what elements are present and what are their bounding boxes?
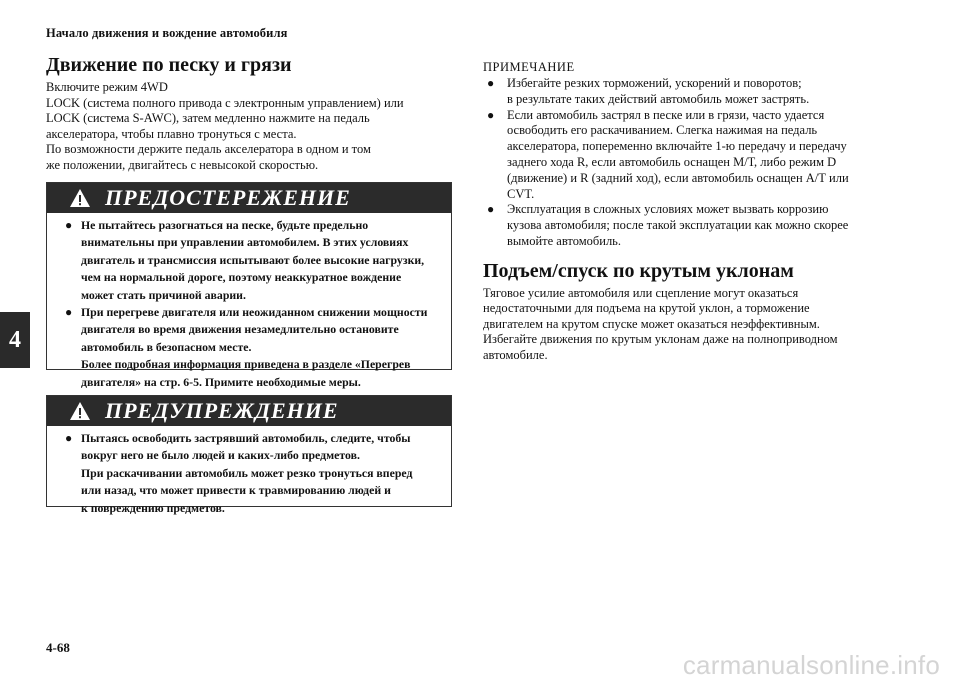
slope-paragraph xyxy=(483,286,895,364)
note-item-text xyxy=(507,202,895,249)
text-line: недостаточными для подъема на крутой уклон, а торможение xyxy=(483,301,810,316)
text-line: акселератора, попеременно включайте 1-ю передачу и передачу xyxy=(507,139,847,154)
text-line: двигателем на крутом спуске может оказаться неэффективным. xyxy=(483,316,820,331)
text-line: двигателя во время движения незамедлительно остановите xyxy=(81,322,399,337)
warning-triangle-icon xyxy=(69,188,91,208)
text-line: автомобиле. xyxy=(483,347,548,362)
text-line: автомобиль в безопасном месте. xyxy=(81,339,252,354)
sand-paragraph xyxy=(46,80,456,173)
warning-item xyxy=(65,304,443,391)
text-line: LOCK (система S-AWC), затем медленно нажмите на педаль xyxy=(46,111,370,125)
warning-item-text xyxy=(81,304,443,391)
text-line: чем на нормальной дороге, поэтому неаккуратное вождение xyxy=(81,270,402,285)
text-line: акселератора, чтобы плавно тронуться с места. xyxy=(46,126,297,141)
warning-item xyxy=(65,217,443,304)
text-line: вымойте автомобиль. xyxy=(507,233,622,248)
caution-item-text xyxy=(81,430,443,517)
text-line: По возможности держите педаль акселератора в одном и том xyxy=(46,142,371,156)
text-line: внимательны при управлении автомобилем. В этих условиях xyxy=(81,235,409,250)
text-line: же положении, двигайтесь с невысокой скоростью. xyxy=(46,157,319,172)
text-line: При раскачивании автомобиль может резко тронуться вперед xyxy=(81,465,413,480)
text-line: Включите режим 4WD xyxy=(46,80,168,94)
running-header: Начало движения и вождение автомобиля xyxy=(46,26,288,40)
caution-body xyxy=(47,426,451,521)
text-line: Пытаясь освободить застрявший автомобиль, следите, чтобы xyxy=(81,431,411,445)
text-line: может стать причиной аварии. xyxy=(81,287,246,302)
text-line: Более подробная информация приведена в разделе «Перегрев xyxy=(81,357,411,372)
text-line: CVT. xyxy=(507,186,535,201)
right-column xyxy=(483,60,895,363)
text-line: LOCK (система полного привода с электронным управлением) или xyxy=(46,95,404,110)
bullet-icon: ● xyxy=(487,202,495,217)
page-number: 4-68 xyxy=(46,640,70,655)
section-title-steep-slopes: Подъем/спуск по крутым уклонам xyxy=(483,259,794,282)
watermark: carmanualsonline.info xyxy=(682,650,940,680)
warning-item-text xyxy=(81,217,443,304)
warning-header xyxy=(47,183,451,213)
text-line: освободить его раскачиванием. Слегка нажимая на педаль xyxy=(507,123,818,138)
text-line: двигателя» на стр. 6-5. Примите необходимые меры. xyxy=(81,374,361,389)
text-line: к повреждению предметов. xyxy=(81,500,225,515)
bullet-icon: ● xyxy=(487,76,495,90)
bullet-icon: ● xyxy=(65,218,73,232)
note-title: ПРИМЕЧАНИЕ xyxy=(483,60,575,74)
warning-title: ПРЕДОСТЕРЕЖЕНИЕ xyxy=(105,185,351,210)
note-item xyxy=(483,76,895,108)
text-line: двигатель и трансмиссия испытывают более высокие нагрузки, xyxy=(81,252,425,267)
bullet-icon: ● xyxy=(65,431,73,445)
bullet-icon: ● xyxy=(65,305,73,320)
caution-header xyxy=(47,396,451,426)
chapter-tab: 4 xyxy=(0,312,30,368)
text-line: При перегреве двигателя или неожиданном снижении мощности xyxy=(81,305,428,320)
text-line: или назад, что может привести к травмированию людей и xyxy=(81,483,391,498)
caution-title: ПРЕДУПРЕЖДЕНИЕ xyxy=(105,398,339,423)
note-item-text xyxy=(507,76,895,108)
warning-body xyxy=(47,213,451,395)
section-title-sand-mud: Движение по песку и грязи xyxy=(46,54,292,76)
text-line: Если автомобиль застрял в песке или в грязи, часто удается xyxy=(507,107,825,122)
text-line: заднего хода R, если автомобиль оснащен М/Т, либо режим D xyxy=(507,154,837,169)
left-column xyxy=(46,54,456,173)
bullet-icon: ● xyxy=(487,107,495,122)
caution-box xyxy=(46,395,452,515)
text-line: вокруг него не было людей и каких-либо предметов. xyxy=(81,448,360,463)
text-line: Избегайте резких торможений, ускорений и поворотов; xyxy=(507,76,802,90)
text-line: Избегайте движения по крутым уклонам даже на полноприводном xyxy=(483,332,838,347)
note-item-text xyxy=(507,108,895,203)
warning-triangle-icon xyxy=(69,401,91,421)
text-line: Эксплуатация в сложных условиях может вызвать коррозию xyxy=(507,202,829,217)
text-line: кузова автомобиля; после такой эксплуатации как можно скорее xyxy=(507,218,849,233)
text-line: Не пытайтесь разогнаться на песке, будьте предельно xyxy=(81,218,369,232)
note-item xyxy=(483,108,895,203)
note-item xyxy=(483,202,895,249)
text-line: в результате таких действий автомобиль может застрять. xyxy=(507,91,810,106)
warning-box xyxy=(46,182,452,389)
text-line: Тяговое усилие автомобиля или сцепление могут оказаться xyxy=(483,285,799,300)
text-line: (движение) и R (задний ход), если автомобиль оснащен А/Т или xyxy=(507,170,849,185)
caution-item xyxy=(65,430,443,517)
